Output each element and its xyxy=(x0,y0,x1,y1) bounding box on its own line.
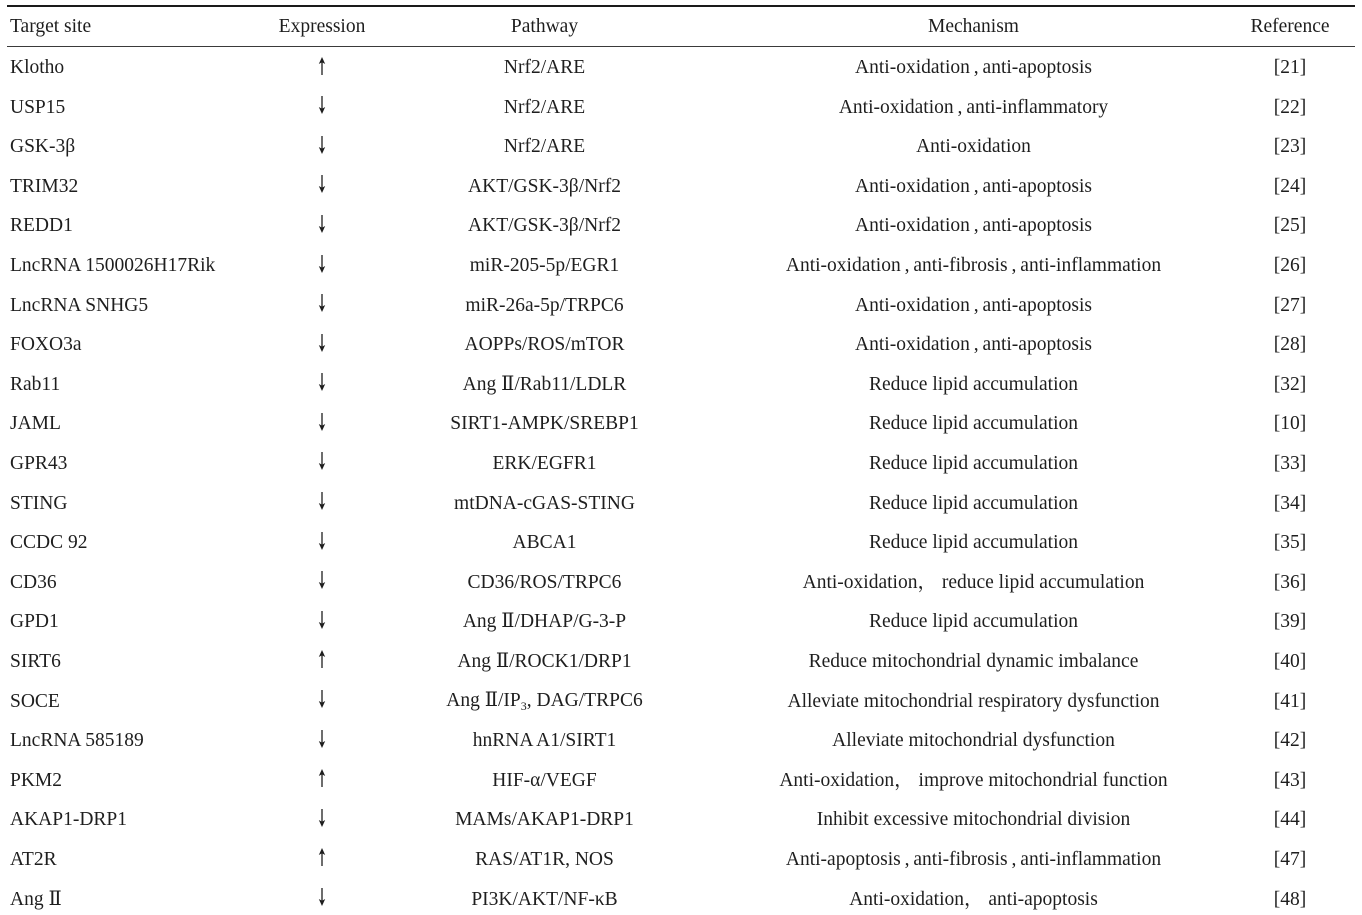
cell-expression xyxy=(277,649,367,674)
table-row xyxy=(7,800,1355,840)
cell-mechanism: Alleviate mitochondrial respiratory dysfunction xyxy=(787,690,1160,712)
cell-expression xyxy=(277,293,367,318)
cell-target-site: GPD1 xyxy=(10,611,59,633)
arrow-down-icon xyxy=(317,491,327,511)
cell-reference: [28] xyxy=(1273,334,1307,356)
cell-mechanism: Reduce lipid accumulation xyxy=(868,492,1078,514)
arrow-down-icon xyxy=(317,412,327,432)
cell-expression xyxy=(277,729,367,754)
table-header-row xyxy=(7,7,1355,46)
cell-expression xyxy=(277,95,367,120)
cell-mechanism: Anti-oxidation , anti-apoptosis xyxy=(855,215,1092,237)
cell-reference: [27] xyxy=(1273,294,1307,316)
cell-mechanism: Reduce lipid accumulation xyxy=(868,373,1078,395)
header-expression: Expression xyxy=(278,15,366,37)
table-row xyxy=(7,325,1355,365)
cell-mechanism: Anti-oxidation , anti-apoptosis xyxy=(855,334,1092,356)
arrow-down-icon xyxy=(317,610,327,630)
cell-pathway: hnRNA A1/SIRT1 xyxy=(472,730,617,752)
arrow-down-icon xyxy=(317,372,327,392)
arrow-up-icon xyxy=(317,847,327,867)
cell-target-site: AKAP1-DRP1 xyxy=(10,809,128,831)
cell-mechanism: Reduce lipid accumulation xyxy=(868,413,1078,435)
pathway-text: , DAG/TRPC6 xyxy=(526,689,643,711)
cell-expression xyxy=(277,451,367,476)
cell-expression xyxy=(277,689,367,714)
cell-pathway: PI3K/AKT/NF-κB xyxy=(471,888,618,910)
cell-target-site: LncRNA 1500026H17Rik xyxy=(10,255,216,277)
cell-reference: [34] xyxy=(1273,492,1307,514)
table-row xyxy=(7,642,1355,682)
cell-target-site: LncRNA 585189 xyxy=(10,730,144,752)
table-row xyxy=(7,563,1355,603)
table-row xyxy=(7,404,1355,444)
cell-mechanism: Anti-oxidation , anti-apoptosis xyxy=(855,175,1092,197)
cell-pathway: SIRT1-AMPK/SREBP1 xyxy=(450,413,639,435)
cell-mechanism: Anti-oxidation , anti-apoptosis xyxy=(855,294,1092,316)
cell-pathway: ERK/EGFR1 xyxy=(492,452,597,474)
cell-target-site: STING xyxy=(10,492,68,514)
table-row xyxy=(7,206,1355,246)
cell-expression xyxy=(277,174,367,199)
cell-reference: [35] xyxy=(1273,532,1307,554)
pathway-subscript: 3 xyxy=(520,698,527,713)
arrow-down-icon xyxy=(317,451,327,471)
cell-target-site: USP15 xyxy=(10,96,66,118)
cell-target-site: REDD1 xyxy=(10,215,73,237)
cell-mechanism: Reduce lipid accumulation xyxy=(868,532,1078,554)
cell-expression xyxy=(277,214,367,239)
cell-pathway: AKT/GSK-3β/Nrf2 xyxy=(468,215,621,237)
table-row xyxy=(7,286,1355,326)
table-row xyxy=(7,246,1355,286)
cell-reference: [44] xyxy=(1273,809,1307,831)
cell-reference: [23] xyxy=(1273,136,1307,158)
header-target-site: Target site xyxy=(10,15,92,37)
header-mechanism: Mechanism xyxy=(928,15,1019,37)
header-reference: Reference xyxy=(1250,15,1330,37)
cell-target-site: GPR43 xyxy=(10,452,68,474)
cell-reference: [26] xyxy=(1273,255,1307,277)
table-row xyxy=(7,840,1355,880)
cell-expression xyxy=(277,847,367,872)
cell-target-site: LncRNA SNHG5 xyxy=(10,294,149,316)
arrow-down-icon xyxy=(317,808,327,828)
arrow-up-icon xyxy=(317,56,327,76)
cell-pathway: CD36/ROS/TRPC6 xyxy=(467,571,622,593)
arrow-down-icon xyxy=(317,254,327,274)
arrow-down-icon xyxy=(317,531,327,551)
cell-reference: [48] xyxy=(1273,888,1307,910)
cell-mechanism: Anti-oxidation , anti-apoptosis xyxy=(855,57,1092,79)
cell-expression xyxy=(277,570,367,595)
cell-target-site: TRIM32 xyxy=(10,175,79,197)
arrow-down-icon xyxy=(317,95,327,115)
cell-reference: [36] xyxy=(1273,571,1307,593)
cell-pathway: MAMs/AKAP1-DRP1 xyxy=(455,809,634,831)
cell-reference: [33] xyxy=(1273,452,1307,474)
cell-reference: [21] xyxy=(1273,57,1307,79)
cell-target-site: CCDC 92 xyxy=(10,532,88,554)
cell-pathway: Nrf2/ARE xyxy=(503,96,586,118)
pathway-text: Ang Ⅱ/IP xyxy=(446,689,521,711)
table-row xyxy=(7,127,1355,167)
table-row xyxy=(7,484,1355,524)
cell-expression xyxy=(277,372,367,397)
cell-pathway: miR-26a-5p/TRPC6 xyxy=(465,294,624,316)
cell-expression xyxy=(277,808,367,833)
cell-reference: [39] xyxy=(1273,611,1307,633)
cell-mechanism: Reduce mitochondrial dynamic imbalance xyxy=(808,650,1139,672)
arrow-down-icon xyxy=(317,887,327,907)
cell-mechanism: Anti-oxidation , anti-inflammatory xyxy=(838,96,1109,118)
arrow-down-icon xyxy=(317,293,327,313)
cell-expression xyxy=(277,887,367,912)
cell-expression xyxy=(277,491,367,516)
cell-expression xyxy=(277,254,367,279)
cell-target-site: SIRT6 xyxy=(10,650,61,672)
cell-target-site: CD36 xyxy=(10,571,57,593)
cell-target-site: SOCE xyxy=(10,690,60,712)
cell-expression xyxy=(277,610,367,635)
cell-reference: [41] xyxy=(1273,690,1307,712)
table-row xyxy=(7,365,1355,405)
table-row xyxy=(7,682,1355,722)
cell-target-site: GSK-3β xyxy=(10,136,76,158)
table-row xyxy=(7,444,1355,484)
cell-reference: [43] xyxy=(1273,769,1307,791)
cell-pathway: Ang Ⅱ/DHAP/G-3-P xyxy=(462,611,627,633)
table-row xyxy=(7,88,1355,128)
cell-target-site: AT2R xyxy=(10,848,57,870)
table-row xyxy=(7,167,1355,207)
cell-target-site: FOXO3a xyxy=(10,334,82,356)
cell-pathway: Ang Ⅱ/Rab11/LDLR xyxy=(462,373,627,395)
cell-reference: [40] xyxy=(1273,650,1307,672)
cell-reference: [25] xyxy=(1273,215,1307,237)
cell-expression xyxy=(277,412,367,437)
data-table xyxy=(7,5,1355,915)
cell-reference: [42] xyxy=(1273,730,1307,752)
cell-target-site: Ang Ⅱ xyxy=(10,888,62,910)
cell-expression xyxy=(277,135,367,160)
arrow-down-icon xyxy=(317,570,327,590)
cell-pathway xyxy=(367,691,722,712)
arrow-down-icon xyxy=(317,174,327,194)
cell-pathway: miR-205-5p/EGR1 xyxy=(469,255,620,277)
cell-reference: [10] xyxy=(1273,413,1307,435)
cell-expression xyxy=(277,333,367,358)
cell-pathway: ABCA1 xyxy=(512,532,577,554)
cell-reference: [24] xyxy=(1273,175,1307,197)
cell-mechanism: Anti-oxidation， improve mitochondrial function xyxy=(779,769,1168,791)
cell-mechanism: Anti-apoptosis , anti-fibrosis , anti-inflammation xyxy=(785,848,1162,870)
cell-reference: [32] xyxy=(1273,373,1307,395)
table-row xyxy=(7,602,1355,642)
cell-mechanism: Anti-oxidation , anti-fibrosis , anti-inflammation xyxy=(785,255,1162,277)
cell-target-site: Klotho xyxy=(10,57,65,79)
cell-pathway: AOPPs/ROS/mTOR xyxy=(464,334,625,356)
cell-pathway: HIF-α/VEGF xyxy=(492,769,597,791)
cell-reference: [22] xyxy=(1273,96,1307,118)
cell-reference: [47] xyxy=(1273,848,1307,870)
table-row xyxy=(7,879,1355,915)
cell-target-site: JAML xyxy=(10,413,61,435)
cell-expression xyxy=(277,768,367,793)
cell-mechanism: Reduce lipid accumulation xyxy=(868,611,1078,633)
arrow-down-icon xyxy=(317,333,327,353)
cell-mechanism: Alleviate mitochondrial dysfunction xyxy=(832,730,1115,752)
cell-expression xyxy=(277,531,367,556)
cell-mechanism: Inhibit excessive mitochondrial division xyxy=(816,809,1131,831)
table-row xyxy=(7,761,1355,801)
cell-mechanism: Anti-oxidation， reduce lipid accumulation xyxy=(802,571,1145,593)
arrow-down-icon xyxy=(317,135,327,155)
arrow-down-icon xyxy=(317,689,327,709)
cell-pathway: mtDNA-cGAS-STING xyxy=(454,492,635,514)
arrow-down-icon xyxy=(317,214,327,234)
cell-target-site: Rab11 xyxy=(10,373,61,395)
cell-pathway: Ang Ⅱ/ROCK1/DRP1 xyxy=(457,650,632,672)
table-row xyxy=(7,721,1355,761)
cell-pathway: AKT/GSK-3β/Nrf2 xyxy=(468,175,621,197)
table-body xyxy=(7,47,1355,915)
cell-pathway: Nrf2/ARE xyxy=(503,136,586,158)
arrow-up-icon xyxy=(317,768,327,788)
table-row xyxy=(7,48,1355,88)
arrow-up-icon xyxy=(317,649,327,669)
cell-mechanism: Reduce lipid accumulation xyxy=(868,452,1078,474)
cell-pathway: RAS/AT1R, NOS xyxy=(475,848,614,870)
arrow-down-icon xyxy=(317,729,327,749)
table-row xyxy=(7,523,1355,563)
cell-mechanism: Anti-oxidation， anti-apoptosis xyxy=(849,888,1098,910)
cell-target-site: PKM2 xyxy=(10,769,63,791)
cell-mechanism: Anti-oxidation xyxy=(916,136,1031,158)
cell-expression xyxy=(277,56,367,81)
header-pathway: Pathway xyxy=(510,15,579,37)
cell-pathway: Nrf2/ARE xyxy=(503,57,586,79)
